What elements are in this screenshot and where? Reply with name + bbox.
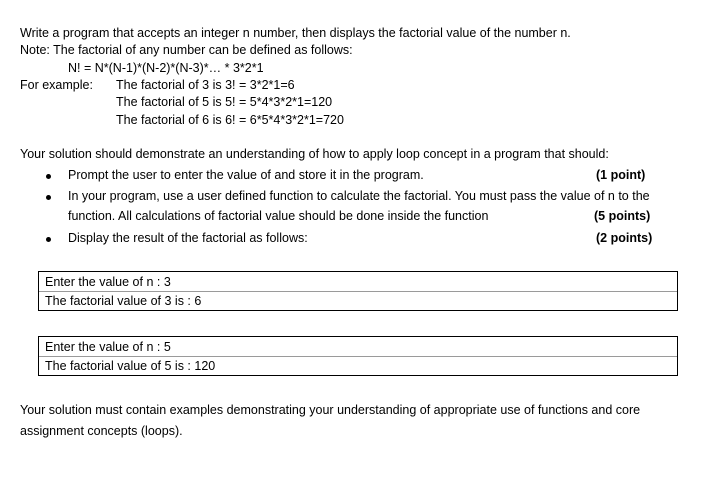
requirement-3-text: Display the result of the factorial as follows: [68,231,308,245]
sample-output-prompt: Enter the value of n : 5 [45,340,171,354]
examples-label: For example: [20,78,93,92]
requirement-2-text-cont: function. All calculations of factorial value should be done inside the function [68,209,489,223]
intro-line-1: Write a program that accepts an integer n number, then displays the factorial value of the number n. [20,26,571,40]
output-divider [39,356,677,357]
intro-line-2: Note: The factorial of any number can be defined as follows: [20,43,353,57]
requirement-1-text: Prompt the user to enter the value of and store it in the program. [68,168,424,182]
sample-output-result: The factorial value of 5 is : 120 [45,359,216,373]
output-divider [39,291,677,292]
sample-output-result: The factorial value of 3 is : 6 [45,294,202,308]
requirement-2-text: In your program, use a user defined function to calculate the factorial. You must pass the value of n to the [68,189,650,203]
factorial-formula: N! = N*(N-1)*(N-2)*(N-3)*… * 3*2*1 [68,61,264,75]
closing-line-2: assignment concepts (loops). [20,424,183,438]
example-item-3: The factorial of 6 is 6! = 6*5*4*3*2*1=720 [116,113,344,127]
example-item-2: The factorial of 5 is 5! = 5*4*3*2*1=120 [116,95,333,109]
bullet-icon [46,237,51,242]
sample-output-prompt: Enter the value of n : 3 [45,275,171,289]
sample-output-box-1 [38,271,678,311]
requirement-2-points: (5 points) [594,209,651,223]
requirement-1-points: (1 point) [596,168,646,182]
bullet-icon [46,174,51,179]
example-item-1: The factorial of 3 is 3! = 3*2*1=6 [116,78,295,92]
sample-output-box-2 [38,336,678,376]
requirement-3-points: (2 points) [596,231,653,245]
bullet-icon [46,195,51,200]
requirements-heading: Your solution should demonstrate an understanding of how to apply loop concept in a program that should: [20,147,609,161]
closing-line-1: Your solution must contain examples demonstrating your understanding of appropriate use of functions and core [20,403,641,417]
